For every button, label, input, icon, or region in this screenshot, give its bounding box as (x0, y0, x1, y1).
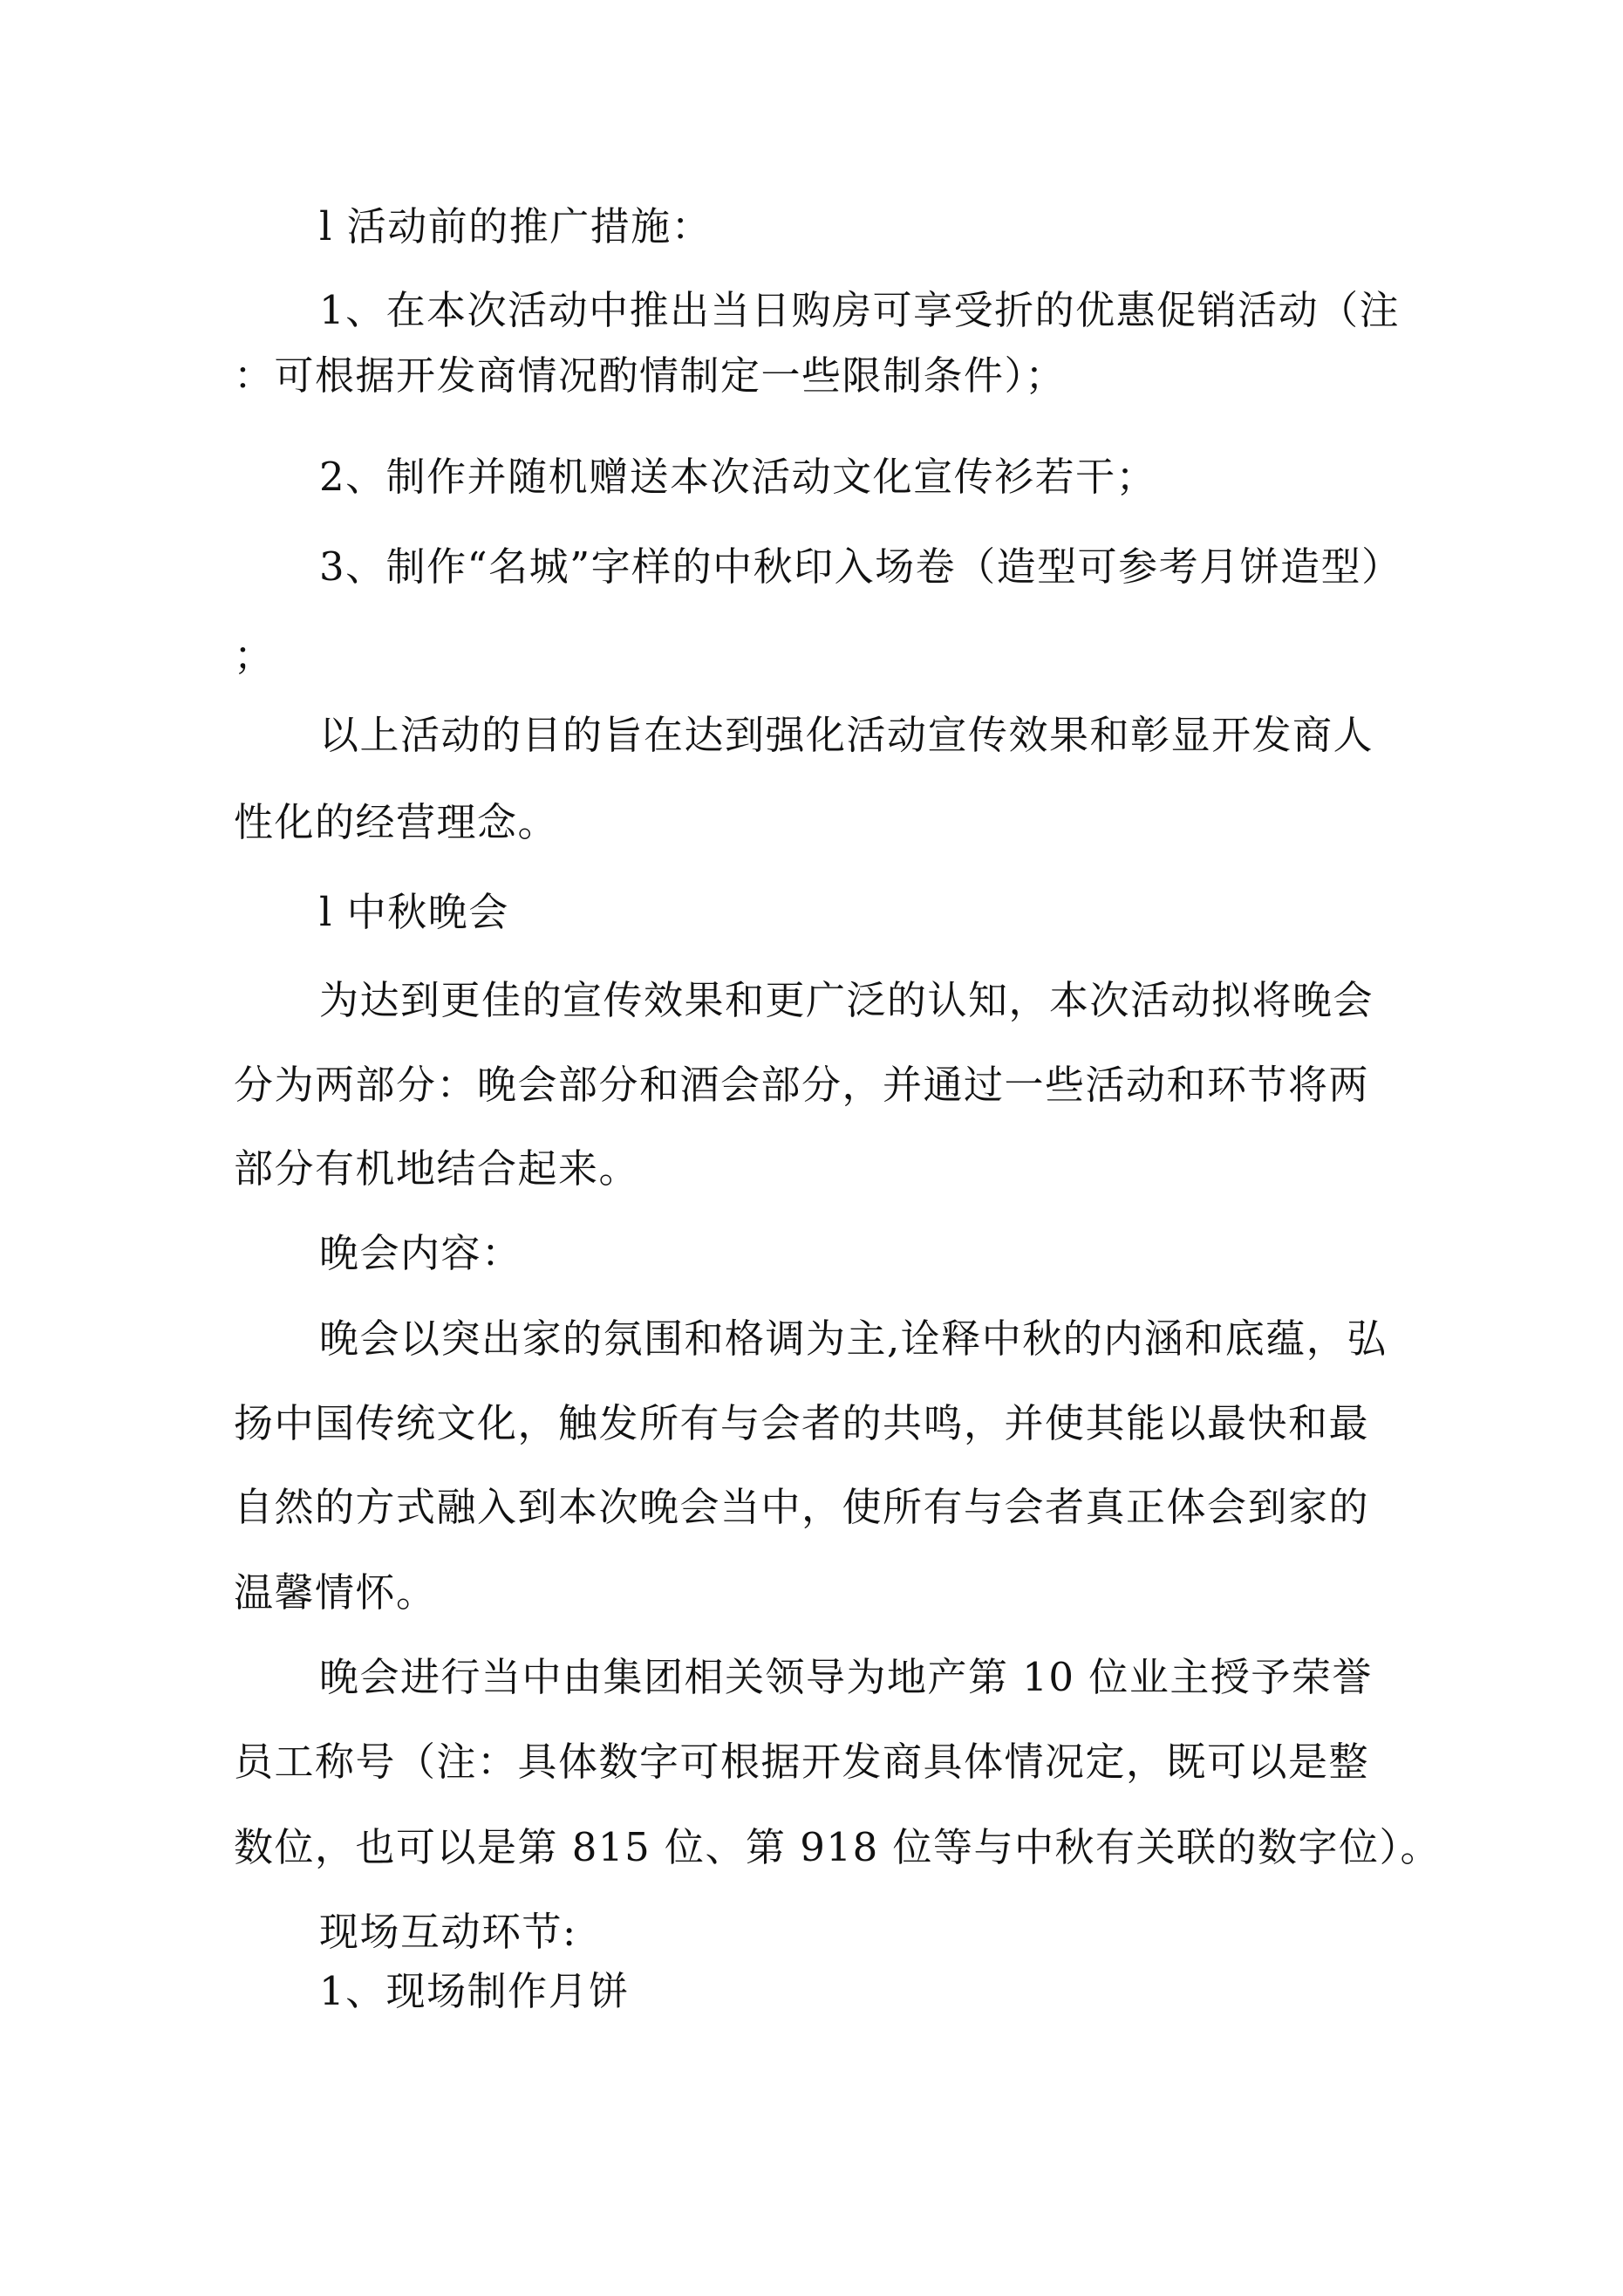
text-line: 部分有机地结合起来。 (234, 1145, 640, 1192)
text-line: 晚会以突出家的氛围和格调为主,诠释中秋的内涵和底蕴，弘 (319, 1315, 1388, 1362)
text-line: 性化的经营理念。 (234, 799, 559, 845)
text-line: ：可根据开发商情况酌情制定一些限制条件）； (234, 352, 1067, 399)
text-line: 温馨情怀。 (234, 1569, 437, 1616)
text-line: 扬中国传统文化，触发所有与会者的共鸣，并使其能以最快和最 (234, 1400, 1370, 1446)
text-line: 分为两部分：晚会部分和酒会部分，并通过一些活动和环节将两 (234, 1062, 1370, 1108)
text-line: 数位，也可以是第 815 位、第 918 位等与中秋有关联的数字位）。 (234, 1824, 1442, 1870)
text-line: 晚会内容： (319, 1230, 522, 1276)
text-line: l 中秋晚会 (319, 889, 509, 935)
text-line: 1、在本次活动中推出当日购房可享受折的优惠促销活动（注 (319, 287, 1401, 333)
text-line: 2、制作并随机赠送本次活动文化宣传衫若干； (319, 454, 1157, 500)
text-line: 现场互动环节: (319, 1909, 577, 1955)
text-line: 1、现场制作月饼 (319, 1968, 630, 2014)
text-line: 以上活动的目的旨在达到强化活动宣传效果和彰显开发商人 (319, 712, 1374, 758)
text-line: 晚会进行当中由集团相关领导为地产第 10 位业主授予荣誉 (319, 1654, 1373, 1700)
text-line: 3、制作“名城”字样的中秋印入场卷（造型可参考月饼造型） (319, 543, 1402, 590)
text-line: l 活动前的推广措施： (319, 203, 713, 249)
text-line: 为达到更佳的宣传效果和更广泛的认知，本次活动拟将晚会 (319, 977, 1374, 1023)
text-line: 自然的方式融入到本次晚会当中，使所有与会者真正体会到家的 (234, 1484, 1370, 1530)
text-line: 员工称号（注：具体数字可根据开发商具体情况定，既可以是整 (234, 1739, 1370, 1785)
text-line: ； (234, 632, 275, 679)
